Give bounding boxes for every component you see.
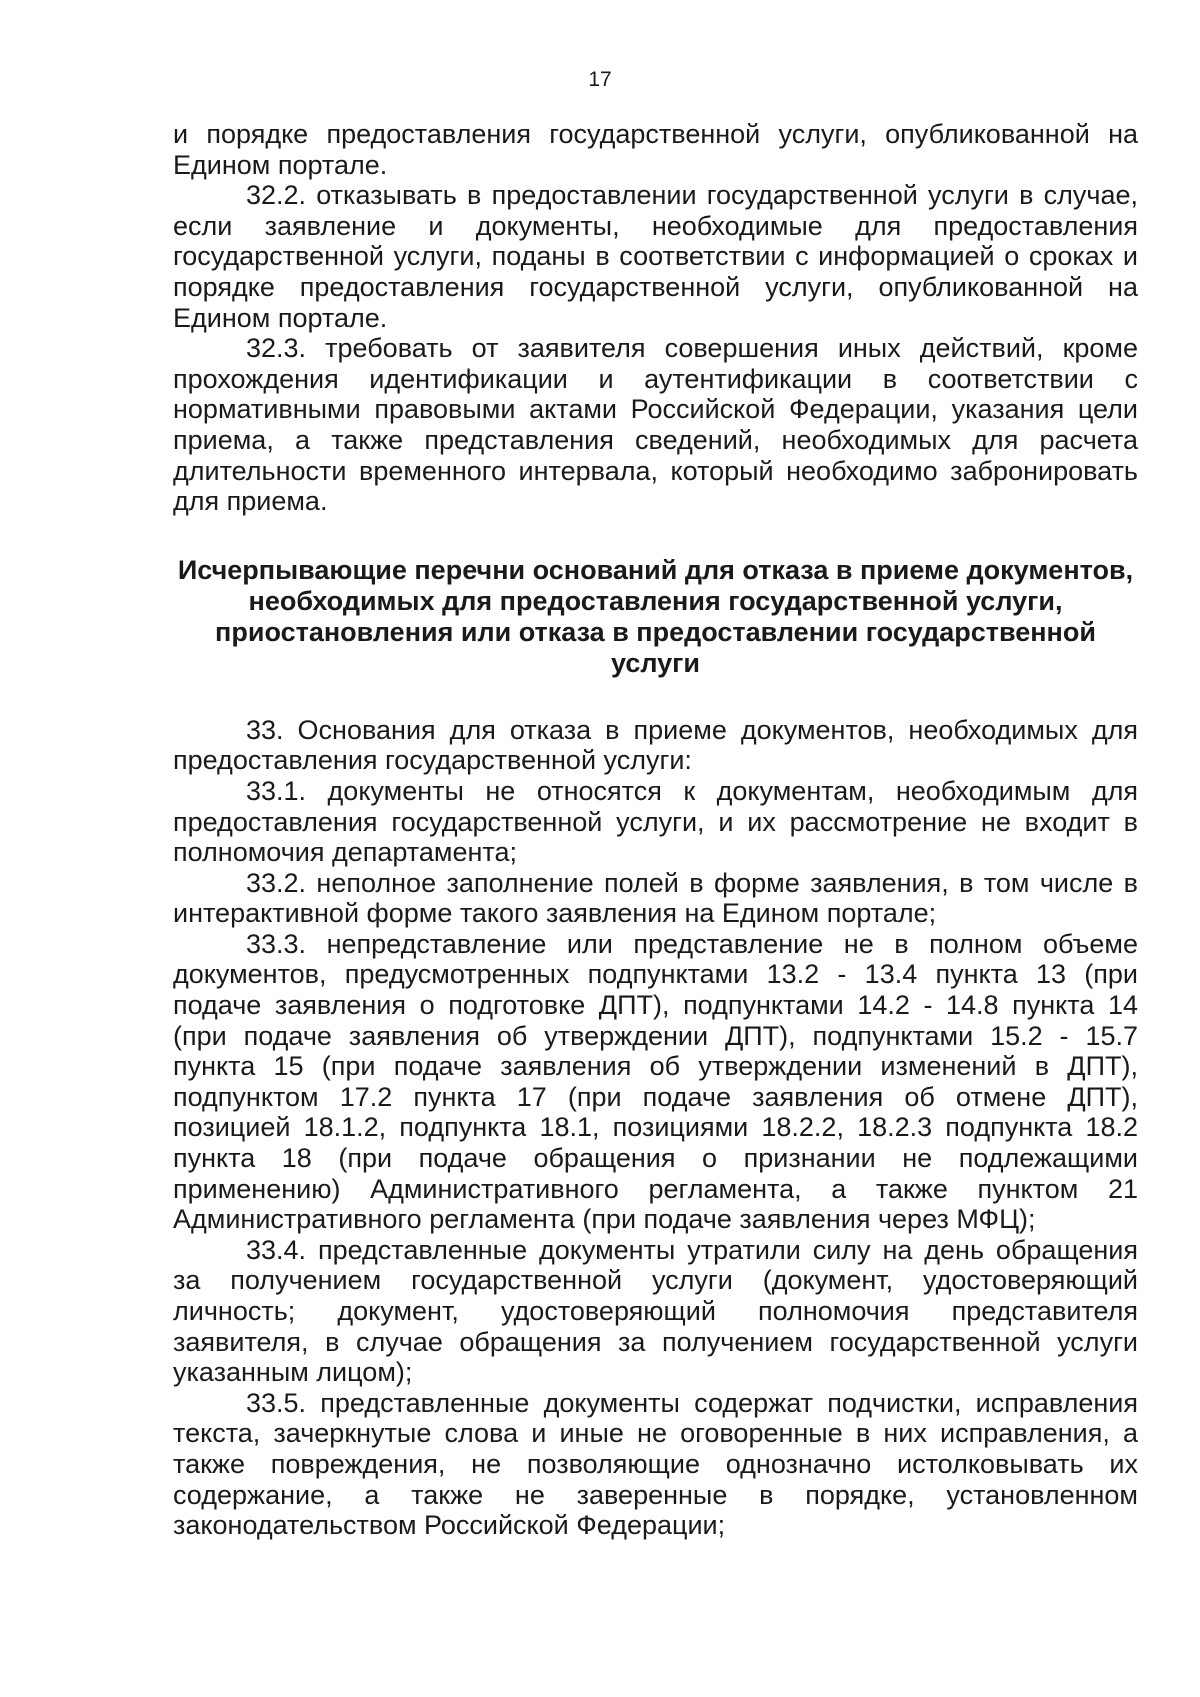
paragraph-33-2: 33.2. неполное заполнение полей в форме заявления, в том числе в интерактивной форме такого заявления на Едином портале; [173,867,1138,929]
paragraph-continuation: и порядке предоставления государственной услуги, опубликованной на Едином портале. [173,119,1138,180]
paragraph-33-4: 33.4. представленные документы утратили силу на день обращения за получением государственной услуги (документ, удостоверяющий личность; документ, удостоверяющий полномочия представителя заявителя, в случае обращения за получением государственной услуги указанным лицом); [173,1234,1138,1388]
paragraph-33-3: 33.3. непредставление или представление не в полном объеме документов, предусмотренных подпунктами 13.2 - 13.4 пункта 13 (при подаче заявления о подготовке ДПТ), подпунктами 14.2 - 14.8 пункта 14 (при подаче заявления об утверждении ДПТ), подпунктами 15.2 - 15.7 пункта 15 (при подаче заявления об утверждении изменений в ДПТ), подпунктом 17.2 пункта 17 (при подаче заявления об отмене ДПТ), позицией 18.1.2, подпункта 18.1, позициями 18.2.2, 18.2.3 подпункта 18.2 пункта 18 (при подаче обращения о признании не подлежащими применению) Административного регламента, а также пунктом 21 Административного регламента (при подаче заявления через МФЦ); [173,928,1138,1235]
paragraph-33-1: 33.1. документы не относятся к документам, необходимым для предоставления государственной услуги, и их рассмотрение не входит в полномочия департамента; [173,775,1138,868]
paragraph-32-3: 32.3. требовать от заявителя совершения иных действий, кроме прохождения идентификации и аутентификации в соответствии с нормативными правовыми актами Российской Федерации, указания цели приема, а также представления сведений, необходимых для расчета длительности временного интервала, который необходимо забронировать для приема. [173,333,1138,517]
paragraph-32-2: 32.2. отказывать в предоставлении государственной услуги в случае, если заявление и документы, необходимые для предоставления государственной услуги, поданы в соответствии с информацией о сроках и порядке предоставления государственной услуги, опубликованной на Едином портале. [173,180,1138,333]
paragraph-33: 33. Основания для отказа в приеме документов, необходимых для предоставления государственной услуги: [173,714,1138,776]
section-heading: Исчерпывающие перечни оснований для отказа в приеме документов, необходимых для предоставления государственной услуги, приостановления или отказа в предоставлении государственной услуги [177,554,1134,678]
document-body [173,119,1138,1541]
page-number: 17 [588,68,612,91]
paragraph-33-5: 33.5. представленные документы содержат подчистки, исправления текста, зачеркнутые слова и иные не оговоренные в них исправления, а также повреждения, не позволяющие однозначно истолковывать их содержание, а также не заверенные в порядке, установленном законодательством Российской Федерации; [173,1387,1138,1541]
